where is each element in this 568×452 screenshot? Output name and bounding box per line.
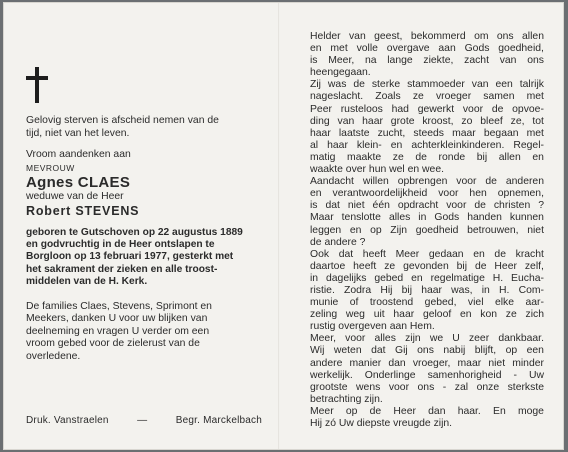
word: en <box>532 151 544 163</box>
word: de <box>494 248 506 260</box>
word: zacht <box>464 55 489 67</box>
word: zich <box>525 309 544 321</box>
word: Helder <box>310 31 341 42</box>
word: talrijk <box>519 79 544 91</box>
word: Meer <box>310 405 334 417</box>
word: met <box>330 43 348 55</box>
word: Meer, <box>328 55 355 67</box>
word: U <box>452 333 460 345</box>
word: En <box>493 405 506 417</box>
word: moge <box>517 405 544 417</box>
thanks-line: overledene. <box>26 350 81 362</box>
word: met <box>526 91 544 103</box>
word: Heer <box>393 405 416 417</box>
word: willen <box>362 176 389 188</box>
word: minder <box>512 357 544 369</box>
word: kroost, <box>422 115 454 127</box>
word: laatste <box>338 127 370 139</box>
word: met <box>526 127 544 139</box>
word: opbrengen <box>397 176 448 188</box>
word: de <box>485 176 497 188</box>
word: Meer <box>395 248 420 260</box>
word: op <box>370 224 382 236</box>
word: tenslotte <box>341 212 381 224</box>
body-text-line <box>310 31 544 43</box>
word: daartoe <box>310 260 346 272</box>
word: wens <box>356 381 381 393</box>
word: geloof <box>422 309 452 321</box>
word: begaan <box>483 127 519 139</box>
body-text-line <box>310 200 544 212</box>
word: H. <box>498 284 510 296</box>
word: ristie. <box>310 284 335 296</box>
word: ding <box>310 115 330 127</box>
left-panel <box>26 115 262 363</box>
word: van <box>499 55 517 67</box>
word: op <box>345 405 358 417</box>
bio-line-text: geboren te Gutschoven op 22 augustus 1889 <box>26 226 243 238</box>
word: klein- <box>356 139 382 151</box>
word: maar <box>457 357 482 369</box>
word: leggen <box>310 224 342 236</box>
word: kon <box>480 309 498 321</box>
word: gebed, <box>424 297 457 309</box>
word: Uw <box>528 369 544 381</box>
body-text-line <box>310 370 544 382</box>
word: was, <box>451 284 473 296</box>
word: bekommerd <box>410 31 466 42</box>
word: dankbaar. <box>498 333 544 345</box>
body-text-line <box>310 176 544 188</box>
thanks-line: Meekers, danken U voor uw blijken van <box>26 313 208 325</box>
word: de <box>491 103 504 115</box>
family-thanks <box>26 301 262 364</box>
word: Com- <box>518 284 544 296</box>
word: en <box>459 309 472 321</box>
word: goedheid <box>415 224 459 236</box>
word: Zoals <box>375 91 401 103</box>
body-text-line <box>310 43 544 55</box>
word: ons <box>417 345 434 357</box>
word: of <box>349 297 359 309</box>
word: samenhorigheid <box>427 369 502 381</box>
printer-name: Druk. Vanstraelen <box>26 415 109 426</box>
thanks-line: deelneming en vragen U verder om een <box>26 325 210 337</box>
word: en <box>349 224 362 236</box>
memorial-card <box>4 3 563 449</box>
word: Eucha- <box>511 272 544 284</box>
word: ze, <box>510 115 525 127</box>
word: voor <box>388 381 410 393</box>
word: voor <box>456 176 477 188</box>
word: dat <box>371 345 386 357</box>
thanks-line: vroom gebed voor de zielerust van de <box>26 338 200 350</box>
word: volle <box>356 43 378 55</box>
word: in <box>310 272 319 284</box>
body-text-line: waakte over hun wel en wee. <box>310 164 445 176</box>
word: ronde <box>438 151 466 163</box>
bio-line: het sakrament der zieken en alle troost- <box>26 263 218 275</box>
word: stammoeder <box>407 79 465 91</box>
word: dat <box>338 248 354 260</box>
body-text-line <box>310 285 544 297</box>
word: ze <box>392 151 404 163</box>
word: opnemen, <box>497 188 544 200</box>
word: tot <box>532 115 544 127</box>
word: is <box>310 55 318 67</box>
body-text-line <box>310 55 544 67</box>
word: had <box>391 103 409 115</box>
word: alles <box>388 212 411 224</box>
word: achterkleinkinderen. <box>411 139 505 151</box>
word: was <box>327 79 347 91</box>
word: goedheid, <box>498 43 544 55</box>
word: anderen <box>505 176 544 188</box>
word: de <box>474 260 487 272</box>
body-text-line: de andere ? <box>310 236 366 248</box>
word: nageslacht. <box>310 91 364 103</box>
word: Meer, <box>310 333 336 345</box>
word: kunnen <box>509 212 544 224</box>
bio-line: middelen van de H. Kerk. <box>26 276 148 288</box>
word: gewerkt <box>417 103 455 115</box>
word: elke <box>494 297 515 309</box>
body-text-line <box>310 273 544 285</box>
word: zucht, <box>377 127 406 139</box>
word: voor <box>462 103 484 115</box>
word: aar- <box>525 297 544 309</box>
word: haar. <box>457 405 481 417</box>
word: matig <box>310 151 336 163</box>
deceased-name: Agnes CLAES <box>26 174 131 191</box>
bio-line <box>26 227 262 239</box>
word: maar <box>452 127 476 139</box>
word: haar <box>393 309 415 321</box>
right-panel <box>310 31 544 430</box>
word: om <box>474 31 489 42</box>
bio-line: en godvruchtig in de Heer ontslapen te <box>26 238 215 250</box>
word: Zij <box>310 79 321 91</box>
word: dan <box>428 405 446 417</box>
word: heeft <box>353 260 377 272</box>
cross-icon <box>26 67 48 103</box>
word: en <box>310 43 322 55</box>
word: en <box>473 248 485 260</box>
word: Onderlinge <box>364 369 416 381</box>
word: andere <box>310 357 343 369</box>
memory-text: Vroom aandenken aan <box>26 149 131 160</box>
word: is <box>310 200 318 212</box>
bio-line: Borgloon op 13 februari 1977, gesterkt met <box>26 251 234 263</box>
body-text-line <box>310 152 544 164</box>
word: onze <box>476 381 500 393</box>
word: bij <box>401 284 413 296</box>
word: en <box>411 272 423 284</box>
word: lange <box>387 55 413 67</box>
word: bij <box>476 151 488 163</box>
word: grootste <box>310 381 348 393</box>
body-text-line <box>310 382 544 394</box>
word: in <box>418 212 427 224</box>
word: bleef <box>480 115 503 127</box>
word: niet <box>527 224 544 236</box>
word: Gij <box>394 345 408 357</box>
word: hen <box>469 188 487 200</box>
word: zeer <box>468 333 490 345</box>
word: munie <box>310 297 339 309</box>
word: allen <box>498 151 521 163</box>
body-text-line <box>310 358 544 370</box>
word: Maar <box>310 212 334 224</box>
word: zal <box>454 381 469 393</box>
word: aan <box>438 43 456 55</box>
word: sterke <box>371 79 401 91</box>
word: op <box>505 345 518 357</box>
word: sterkste <box>507 381 544 393</box>
word: allen <box>522 31 544 42</box>
word: we <box>429 333 444 345</box>
body-text-line <box>310 128 544 140</box>
word: Wij <box>310 345 325 357</box>
word: ze <box>505 309 517 321</box>
word: al <box>310 139 319 151</box>
word: voor <box>446 200 467 212</box>
word: steeds <box>413 127 445 139</box>
word: gedaan <box>428 248 464 260</box>
word: en <box>310 188 322 200</box>
word: voor <box>345 333 366 345</box>
word: geest, <box>374 31 403 42</box>
word: van <box>348 31 366 42</box>
word: zeling <box>310 309 338 321</box>
word: weten <box>333 345 362 357</box>
word: viel <box>467 297 484 309</box>
body-text-line <box>310 91 544 103</box>
word: samen <box>483 91 515 103</box>
body-text-line: betrachting zijn. <box>310 393 383 405</box>
word: rusteloos <box>340 103 383 115</box>
word: - <box>442 381 447 393</box>
body-text-line <box>310 212 544 224</box>
word: dat <box>325 200 340 212</box>
word: overgave <box>386 43 430 55</box>
spouse-name: Robert STEVENS <box>26 203 140 218</box>
motto-line: Gelovig sterven is afscheid nemen van de <box>26 115 219 126</box>
word: zelf, <box>524 260 544 272</box>
word: verantwoordelijkheid <box>332 188 428 200</box>
word: ons <box>496 31 514 42</box>
word: alles <box>374 333 396 345</box>
word: in <box>481 284 490 296</box>
card-fold <box>278 3 280 449</box>
word: Gods <box>464 43 490 55</box>
word: zo <box>461 115 473 127</box>
word: de <box>353 79 365 91</box>
printer-dash: — <box>137 415 148 426</box>
word: regelmatige <box>430 272 485 284</box>
word: Zijn <box>390 224 408 236</box>
body-text-line <box>310 406 544 418</box>
body-text-line <box>310 79 544 91</box>
widow-of: weduwe van de Heer <box>26 191 124 202</box>
word: uit <box>373 309 385 321</box>
word: Gods <box>434 212 460 224</box>
thanks-line: De families Claes, Stevens, Sprimont en <box>26 300 212 312</box>
body-text-line <box>310 309 544 321</box>
word: Ook <box>310 248 330 260</box>
word: voor <box>438 188 459 200</box>
word: betrouwen, <box>467 224 519 236</box>
body-text-line <box>310 249 544 261</box>
word: Regel- <box>513 139 544 151</box>
word: gebed <box>374 272 404 284</box>
word: haar <box>310 127 331 139</box>
word: weg <box>345 309 365 321</box>
word: van <box>471 79 489 91</box>
body-text-line <box>310 345 544 357</box>
word: niet <box>347 200 365 212</box>
word: opvoe- <box>512 103 544 115</box>
word: haar <box>327 139 348 151</box>
word: kracht <box>515 248 544 260</box>
word: handen <box>467 212 502 224</box>
body-text-line <box>310 140 544 152</box>
word: één <box>372 200 390 212</box>
word: vroeger, <box>412 357 451 369</box>
word: vroeger <box>435 91 472 103</box>
word: ziekte, <box>423 55 454 67</box>
word: de <box>474 200 486 212</box>
word: bij <box>456 260 468 272</box>
word: gevonden <box>403 260 449 272</box>
word: ze <box>384 260 396 272</box>
word: blijft, <box>474 345 497 357</box>
undertaker-name: Begr. Marckelbach <box>175 415 262 426</box>
body-text-line: Hij zó Uw diepste vreugde zijn. <box>310 418 453 429</box>
word: Aandacht <box>310 176 354 188</box>
word: heeft <box>362 248 386 260</box>
word: maakte <box>347 151 382 163</box>
word: ze <box>412 91 424 103</box>
word: nabij <box>443 345 466 357</box>
motto-line: tijd, niet van het leven. <box>26 127 130 139</box>
word: de <box>369 405 382 417</box>
honorific: MEVROUW <box>26 162 75 173</box>
word: christen <box>493 200 531 212</box>
word: haar <box>362 115 383 127</box>
body-text-line <box>310 104 544 116</box>
word: haar <box>421 284 442 296</box>
word: van <box>337 115 355 127</box>
word: na <box>364 55 377 67</box>
word: een <box>526 345 544 357</box>
word: niet <box>488 357 506 369</box>
word: een <box>495 79 513 91</box>
word: ons <box>417 381 435 393</box>
body-text-line <box>310 225 544 237</box>
word: zijn <box>405 333 421 345</box>
body-text-line <box>310 188 544 200</box>
word: dan <box>388 357 406 369</box>
word: Heer <box>494 260 517 272</box>
body-text-line: rustig overgeven aan Hem. <box>310 321 435 333</box>
body-text-line <box>310 116 544 128</box>
word: Zodra <box>344 284 372 296</box>
word: ons <box>527 55 544 67</box>
printer-credit <box>26 415 262 426</box>
word: troostend <box>369 297 414 309</box>
word: Peer <box>310 103 332 115</box>
body-text-line <box>310 297 544 309</box>
word: grote <box>390 115 415 127</box>
word: H. <box>492 272 504 284</box>
word: opdracht <box>397 200 439 212</box>
word: de <box>415 151 427 163</box>
word: werkelijk. <box>310 369 353 381</box>
word: en <box>390 139 403 151</box>
word: - <box>513 369 517 381</box>
word: dagelijks <box>325 272 367 284</box>
word: ? <box>538 200 544 212</box>
body-text-line <box>310 261 544 273</box>
body-text-line: heengegaan. <box>310 67 371 79</box>
body-text-line <box>310 333 544 345</box>
biography <box>26 227 262 289</box>
word: manier <box>349 357 382 369</box>
word: Hij <box>380 284 393 296</box>
